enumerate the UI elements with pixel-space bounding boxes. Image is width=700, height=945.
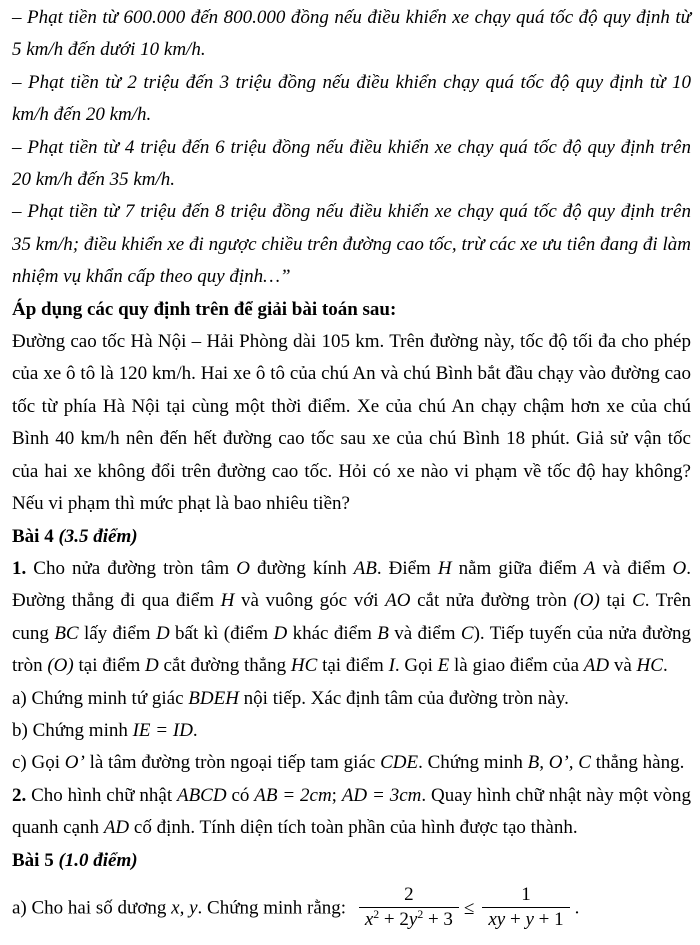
text-segment: Đường cao tốc Hà Nội – Hải Phòng dài 105 km. Trên đường này, tốc độ tối đa cho phép của xe ô tô là 120 km/h. Hai xe ô tô của chú An và chú Bình bắt đầu chạy vào đường cao tốc từ phía Hà Nội tại cùng một thời điểm. Xe của chú An chạy chậm hơn xe của chú Bình 40 km/h nên đến hết đường cao tốc sau xe của chú Bình 18 phút. Giả sử vận tốc của hai xe không đổi trên đường cao tốc. Hỏi có xe nào vi phạm về tốc độ hay không? Nếu vi phạm thì mức phạt là bao nhiêu tiền? (12, 331, 691, 515)
text-segment: Cho hình chữ nhật (26, 784, 177, 806)
bai-5-heading (12, 845, 691, 877)
regulation-fine-3 (12, 132, 691, 197)
text-segment: cắt đường thẳng (158, 655, 291, 677)
text-segment: AO (385, 590, 411, 612)
text-segment: D (273, 622, 288, 644)
problem-4-2 (12, 780, 691, 845)
sentence-period: . (574, 897, 580, 919)
text-segment: cố định. Tính diện tích toàn phần của hình được tạo thành. (129, 817, 578, 839)
text-segment: . Điểm (376, 557, 438, 579)
text-segment: H (220, 590, 235, 612)
text-segment: a) Cho hai số dương (12, 897, 172, 919)
text-segment: . (662, 655, 668, 677)
fraction-numerator (482, 883, 569, 907)
text-segment: là tâm đường tròn ngoại tiếp tam giác (84, 752, 381, 774)
text-segment: x, y (171, 897, 198, 919)
text-segment: lấy điểm (78, 622, 156, 644)
text-segment: là giao điểm của (449, 655, 584, 677)
text-segment: B, O’, C (527, 752, 591, 774)
text-segment: (O) (47, 655, 74, 677)
text-segment: 2 (404, 883, 414, 905)
text-segment: nội tiếp. Xác định tâm của đường tròn này. (238, 687, 569, 709)
problem-4-1c (12, 747, 691, 779)
text-segment: Cho nửa đường tròn tâm (26, 557, 237, 579)
text-segment: và (609, 655, 637, 677)
bai-4-heading (12, 521, 691, 553)
document-body (12, 2, 691, 935)
text-segment: và điểm (595, 557, 673, 579)
text-segment: IE = ID (132, 719, 193, 741)
problem-4-1a (12, 683, 691, 715)
text-segment: bất kì (điểm (169, 622, 274, 644)
regulation-fine-2 (12, 67, 691, 132)
text-segment: AB (353, 557, 377, 579)
text-segment: ABCD (176, 784, 227, 806)
text-segment: ). Tiếp tuyến của nửa đường tròn (12, 622, 692, 677)
text-segment: 2 (373, 907, 380, 921)
text-segment: C (460, 622, 474, 644)
text-segment: D (155, 622, 170, 644)
text-segment: 2 (417, 907, 424, 921)
text-segment: 1 (521, 883, 531, 905)
text-segment: ; (331, 784, 342, 806)
problem-5a (12, 883, 691, 936)
text-segment: . Chứng minh (418, 752, 528, 774)
text-segment: 1. (12, 557, 27, 579)
text-segment: E (437, 655, 450, 677)
text-segment: + 2 (379, 908, 409, 930)
text-segment: + 1 (533, 908, 564, 930)
text-segment: và điểm (388, 622, 461, 644)
text-segment: . (192, 719, 198, 741)
text-segment: 2. (12, 784, 27, 806)
text-segment: A (583, 557, 596, 579)
text-segment: . Gọi (394, 655, 438, 677)
problem-4-1 (12, 553, 691, 683)
fraction (482, 883, 569, 932)
text-segment: cắt nửa đường tròn (410, 590, 574, 612)
text-segment: + (505, 908, 526, 930)
text-segment: . Chứng minh rằng: (197, 897, 351, 919)
fraction-numerator (359, 883, 459, 907)
text-segment: tại (599, 590, 633, 612)
text-segment: HC (636, 655, 663, 677)
text-segment: b) Chứng minh (12, 719, 133, 741)
text-segment: khác điểm (287, 622, 378, 644)
text-segment: x (364, 908, 374, 930)
text-segment: – Phạt tiền từ 7 triệu đến 8 triệu đồng nếu điều khiển xe chạy quá tốc độ quy định trên 35 km/h; điều khiển xe đi ngược chiều trên đường cao tốc, trừ các xe ưu tiên đang đi làm nhiệm vụ khẩn cấp theo quy định…” (12, 201, 691, 288)
problem-3-body (12, 326, 691, 520)
text-segment: Bài 4 (12, 525, 59, 547)
text-segment: . Trên cung (12, 590, 692, 644)
text-segment: c) Gọi (12, 752, 65, 774)
text-segment: Bài 5 (12, 849, 59, 871)
text-segment: (O) (573, 590, 600, 612)
fraction-denominator (482, 907, 569, 932)
text-segment: xy (488, 908, 506, 930)
text-segment: D (144, 655, 159, 677)
text-segment: BDEH (188, 687, 239, 709)
text-segment: AD (103, 817, 130, 839)
text-segment: – Phạt tiền từ 600.000 đến 800.000 đồng nếu điều khiển xe chạy quá tốc độ quy định từ 5 km/h đến dưới 10 km/h. (12, 7, 691, 61)
text-segment: (3.5 điểm) (58, 525, 138, 547)
text-segment: AD = 3cm (341, 784, 422, 806)
fraction-denominator (359, 907, 459, 932)
fraction (359, 883, 459, 932)
apply-regulations-heading (12, 294, 691, 326)
text-segment: O (236, 557, 250, 579)
text-segment: nằm giữa điểm (451, 557, 584, 579)
text-segment: O’ (64, 752, 85, 774)
text-segment: đường kính (249, 557, 354, 579)
text-segment: H (437, 557, 452, 579)
text-segment: CDE (380, 752, 419, 774)
text-segment: y (525, 908, 534, 930)
regulation-fine-1 (12, 2, 691, 67)
text-segment: tại điểm (73, 655, 145, 677)
text-segment: AB = 2cm (254, 784, 332, 806)
regulation-fine-4 (12, 196, 691, 293)
text-segment: và vuông góc với (234, 590, 386, 612)
text-segment: B (377, 622, 389, 644)
problem-4-1b (12, 715, 691, 747)
text-segment: C (632, 590, 645, 612)
text-segment: a) Chứng minh tứ giác (12, 687, 189, 709)
less-equal-operator: ≤ (463, 898, 475, 920)
text-segment: HC (290, 655, 318, 677)
text-segment: thẳng hàng. (590, 752, 685, 774)
text-segment: O (672, 557, 687, 579)
text-segment: Áp dụng các quy định trên để giải bài toán sau: (12, 298, 397, 320)
text-segment: y (408, 908, 418, 930)
text-segment: . Đường thẳng đi qua điểm (12, 557, 691, 612)
text-segment: – Phạt tiền từ 2 triệu đến 3 triệu đồng nếu điều khiển chạy quá tốc độ quy định từ 10 km/h đến 20 km/h. (12, 71, 691, 126)
text-segment: – Phạt tiền từ 4 triệu đến 6 triệu đồng nếu điều khiển xe chạy quá tốc độ quy định trên 20 km/h đến 35 km/h. (12, 136, 691, 191)
text-segment: (1.0 điểm) (58, 849, 138, 871)
text-segment: + 3 (423, 908, 453, 930)
text-segment: . Quay hình chữ nhật này một vòng quanh cạnh (12, 784, 692, 839)
text-segment: AD (583, 655, 610, 677)
text-segment: có (226, 784, 255, 806)
text-segment: I (388, 655, 395, 677)
text-segment: BC (54, 622, 79, 644)
text-segment: tại điểm (317, 655, 389, 677)
